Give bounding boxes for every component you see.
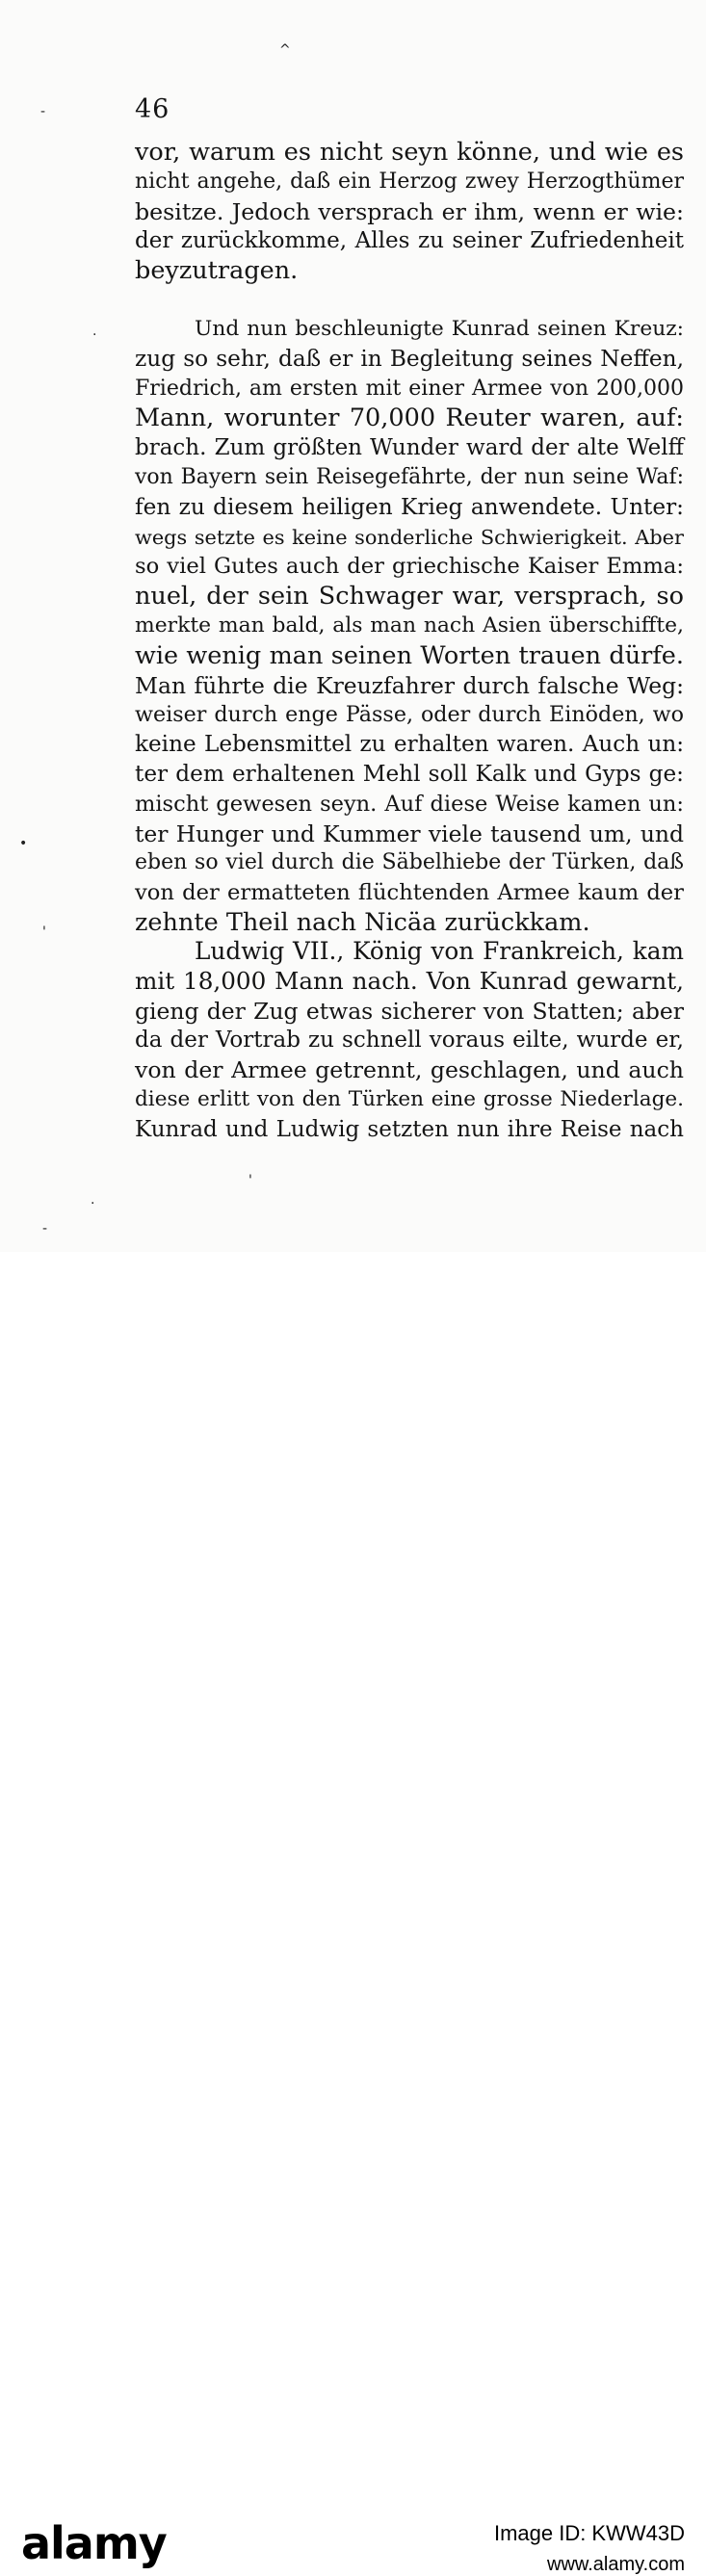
text-line: mischt gewesen seyn. Auf diese Weise kamen un:: [135, 791, 684, 817]
text-line: zehnte Theil nach Nicäa zurückkam.: [135, 907, 590, 937]
text-line: merkte man bald, als man nach Asien überschiffte,: [135, 612, 684, 637]
text-line: von Bayern sein Reisegefährte, der nun seine Waf:: [135, 464, 684, 489]
text-line: da der Vortrab zu schnell voraus eilte, wurde er,: [135, 1028, 684, 1054]
book-page: [0, 0, 706, 1252]
scan-speck: ': [248, 1173, 252, 1188]
scan-speck: ': [42, 924, 46, 940]
scan-speck: -: [40, 104, 46, 119]
scan-speck: .: [91, 1192, 95, 1208]
text-line: beyzutragen.: [135, 256, 299, 286]
text-line: ter Hunger und Kummer viele tausend um, und: [135, 820, 684, 847]
text-line: Friedrich, am ersten mit einer Armee von 200,000: [135, 376, 684, 401]
text-line: von der ermatteten flüchtenden Armee kaum der: [135, 880, 684, 906]
text-line: gieng der Zug etwas sicherer von Statten; aber: [135, 997, 684, 1025]
text-line: weiser durch enge Pässe, oder durch Einöden, wo: [135, 702, 684, 728]
paragraph-2: [135, 315, 684, 938]
scan-speck: -: [42, 1221, 48, 1236]
text-line: Kunrad und Ludwig setzten nun ihre Reise nach: [135, 1116, 684, 1142]
text-line: mit 18,000 Mann nach. Von Kunrad gewarnt,: [135, 966, 684, 995]
image-id: Image ID: KWW43D: [493, 2521, 685, 2545]
paragraph-3: [135, 937, 684, 1145]
text-line: diese erlitt von den Türken eine grosse Niederlage.: [135, 1086, 684, 1111]
text-line: besitze. Jedoch versprach er ihm, wenn er wie:: [135, 197, 684, 225]
watermark-footer: [0, 1252, 706, 2575]
text-line: nuel, der sein Schwager war, versprach, so: [135, 582, 684, 611]
text-line: Ludwig VII., König von Frankreich, kam: [195, 937, 684, 965]
scan-speck: ^: [279, 42, 291, 58]
text-line: der zurückkomme, Alles zu seiner Zufriedenheit: [135, 228, 684, 254]
text-line: vor, warum es nicht seyn könne, und wie es: [135, 138, 684, 167]
scan-speck: •: [19, 836, 28, 851]
text-line: Man führte die Kreuzfahrer durch falsche Weg:: [135, 671, 684, 699]
text-line: Und nun beschleunigte Kunrad seinen Kreuz:: [195, 317, 684, 341]
paragraph-1: [135, 138, 684, 286]
text-line: ter dem erhaltenen Mehl soll Kalk und Gyps ge:: [135, 760, 684, 787]
site-url: www.alamy.com: [547, 2554, 685, 2575]
text-line: keine Lebensmittel zu erhalten waren. Auch un:: [135, 732, 684, 758]
text-line: brach. Zum größten Wunder ward der alte Welff: [135, 435, 684, 461]
text-line: so viel Gutes auch der griechische Kaiser Emma:: [135, 554, 684, 580]
text-line: zug so sehr, daß er in Begleitung seines Neffen,: [135, 345, 684, 372]
text-line: nicht angehe, daß ein Herzog zwey Herzogthümer: [135, 169, 684, 194]
text-line: fen zu diesem heiligen Krieg anwendete. Unter:: [135, 493, 684, 520]
scan-speck: ·: [92, 327, 97, 343]
page-number: 46: [135, 94, 170, 124]
alamy-logo: alamy: [21, 2517, 167, 2569]
text-line: von der Armee getrennt, geschlagen, und auch: [135, 1056, 684, 1084]
text-line: Mann, worunter 70,000 Reuter waren, auf:: [135, 403, 684, 433]
text-line: wie wenig man seinen Worten trauen dürfe.: [135, 640, 684, 670]
text-line: eben so viel durch die Säbelhiebe der Türken, daß: [135, 850, 684, 875]
text-line: wegs setzte es keine sonderliche Schwierigkeit. Aber: [135, 525, 684, 549]
